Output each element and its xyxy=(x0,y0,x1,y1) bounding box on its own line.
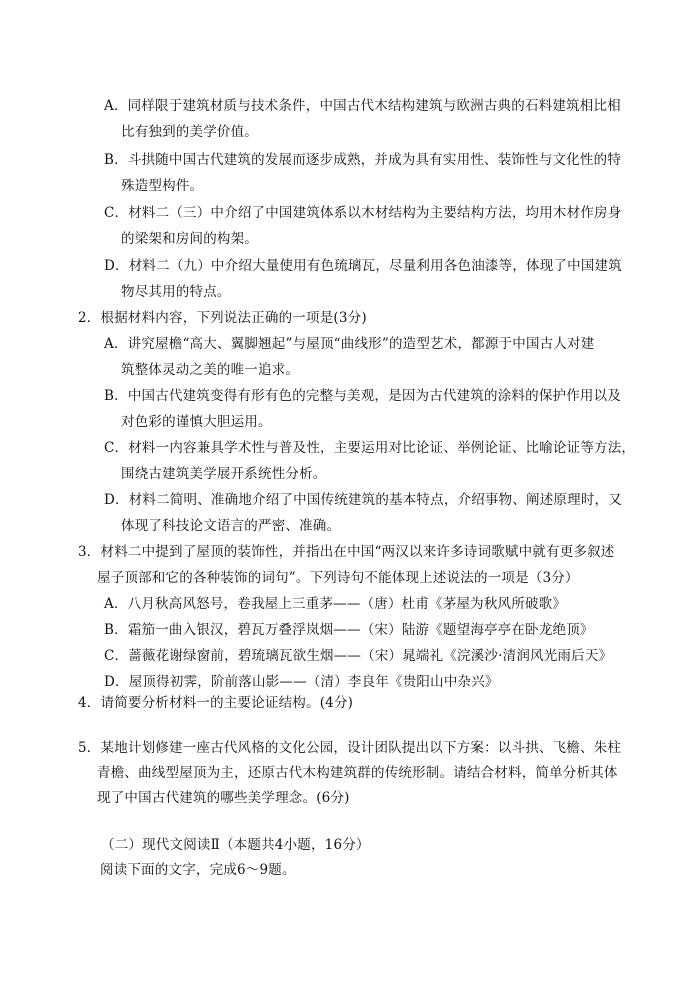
q1-option-b-line2: 殊造型构件。 xyxy=(121,178,204,194)
q2-option-b-line1: B．中国古代建筑变得有形有色的完整与美观，是因为古代建筑的涂料的保护作用以及 xyxy=(104,388,622,404)
q1-option-d-line2: 物尽其用的特点。 xyxy=(121,284,231,300)
q2-option-d-line1: D．材料二简明、准确地介绍了中国传统建筑的基本特点，介绍事物、阐述原理时，又 xyxy=(104,492,622,508)
q4-stem: 4．请简要分析材料一的主要论证结构。(4分) xyxy=(78,695,354,711)
q5-line2: 青檐、曲线型屋顶为主，还原古代木构建筑群的传统形制。请结合材料，简单分析其体 xyxy=(97,765,618,781)
q3-option-d: D．屋顶得初霁，阶前落山影——（清）李良年《贵阳山中杂兴》 xyxy=(104,674,499,690)
q2-option-c-line2: 围绕古建筑美学展开系统性分析。 xyxy=(121,466,327,482)
q1-option-c-line2: 的梁架和房间的构架。 xyxy=(121,231,258,247)
q1-option-a-line2: 比有独到的美学价值。 xyxy=(121,124,258,140)
q2-option-c-line1: C．材料一内容兼具学术性与普及性，主要运用对比论证、举例论证、比喻论证等方法， xyxy=(104,440,636,456)
q1-option-c-line1: C．材料二（三）中介绍了中国建筑体系以木材结构为主要结构方法，均用木材作房身 xyxy=(104,205,622,221)
q5-line1: 5．某地计划修建一座古代风格的文化公园，设计团队提出以下方案：以斗拱、飞檐、朱柱 xyxy=(78,740,622,756)
q3-option-b: B．霜笳一曲入银汉，碧瓦万叠浮岚烟——（宋）陆游《题望海亭亭在卧龙绝顶》 xyxy=(104,622,594,638)
q2-option-a-line1: A．讲究屋檐“高大、翼脚翘起”与屋顶“曲线形”的造型艺术，都源于中国古人对建 xyxy=(104,336,595,352)
section-heading: （二）现代文阅读Ⅱ（本题共4小题，16分） xyxy=(101,837,370,853)
q1-option-b-line1: B．斗拱随中国古代建筑的发展而逐步成熟，并成为具有实用性、装饰性与文化性的特 xyxy=(104,152,622,168)
q3-stem-line1: 3．材料二中提到了屋顶的装饰性，并指出在中国“两汉以来许多诗词歌赋中就有更多叙述 xyxy=(78,544,615,560)
q2-stem: 2．根据材料内容，下列说法正确的一项是(3分) xyxy=(78,310,367,326)
q2-option-d-line2: 体现了科技论文语言的严密、准确。 xyxy=(121,518,341,534)
q3-option-c: C．蔷薇花谢绿窗前，碧琉璃瓦欲生烟——（宋）晁端礼《浣溪沙·清润风光雨后天》 xyxy=(104,648,613,664)
q5-line3: 现了中国古代建筑的哪些美学理念。(6分) xyxy=(97,790,350,806)
q2-option-a-line2: 筑整体灵动之美的唯一追求。 xyxy=(121,362,300,378)
q1-option-a-line1: A．同样限于建筑材质与技术条件，中国古代木结构建筑与欧洲古典的石料建筑相比相 xyxy=(104,98,621,114)
q3-stem-line2: 屋子顶部和它的各种装饰的词句”。下列诗句不能体现上述说法的一项是（3分） xyxy=(97,570,579,586)
q3-option-a: A．八月秋高风怒号，卷我屋上三重茅——（唐）杜甫《茅屋为秋风所破歌》 xyxy=(104,596,567,612)
q2-option-b-line2: 对色彩的谨慎大胆运用。 xyxy=(121,414,272,430)
q1-option-d-line1: D．材料二（九）中介绍大量使用有色琉璃瓦，尽量利用各色油漆等，体现了中国建筑 xyxy=(104,258,622,274)
section-instruction: 阅读下面的文字，完成6～9题。 xyxy=(100,862,296,878)
